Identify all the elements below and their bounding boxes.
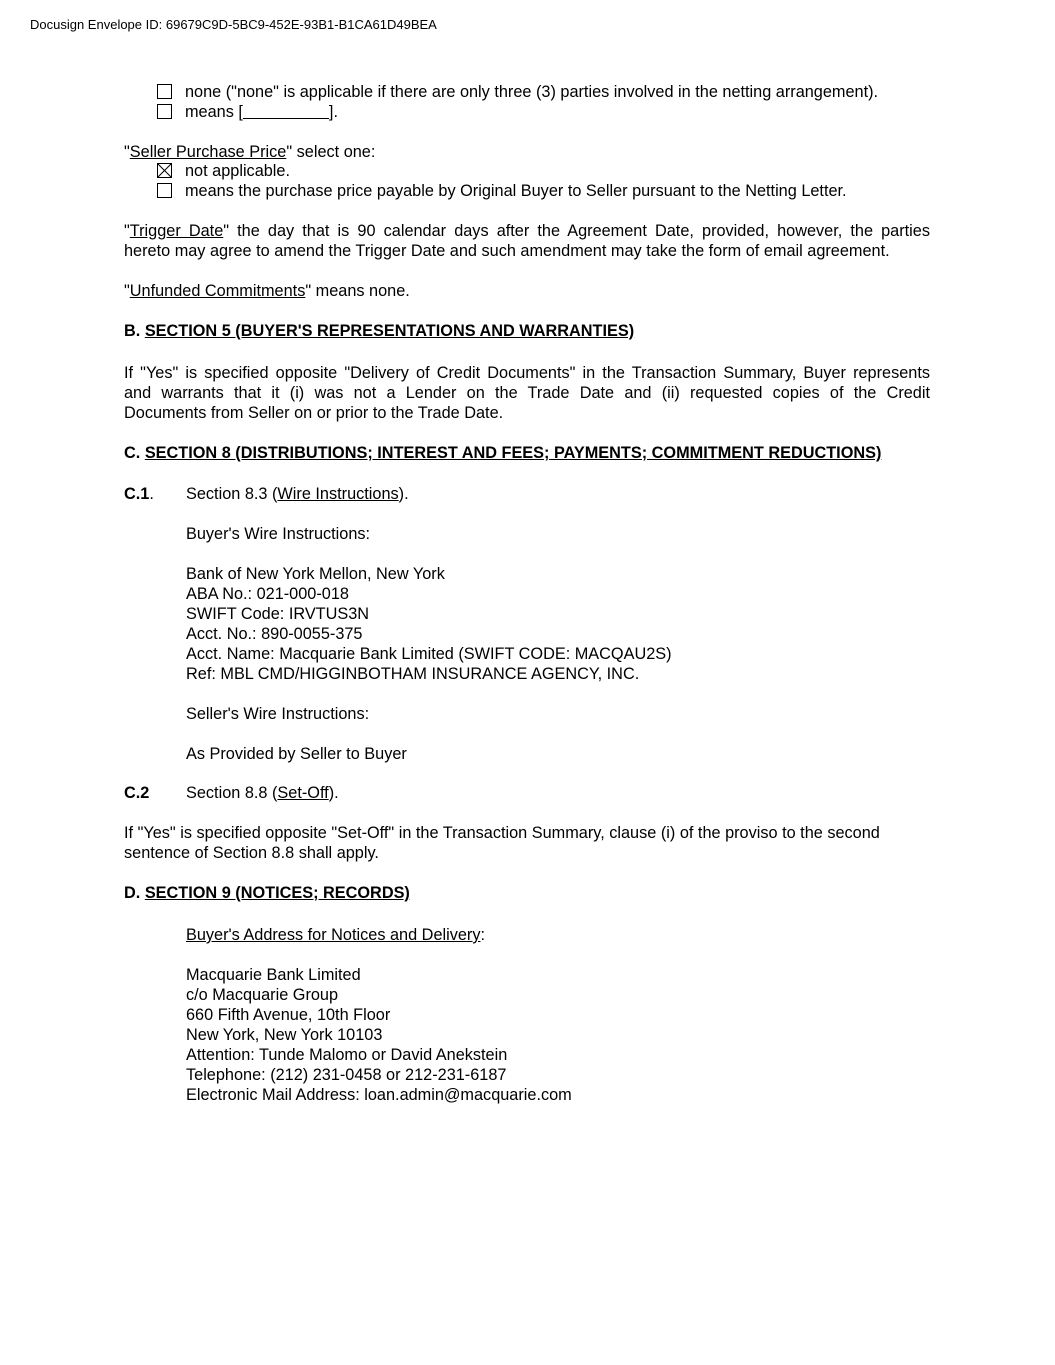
- c1-pre: Section 8.3 (: [186, 485, 278, 503]
- unfunded-commitments-rest: " means none.: [305, 282, 410, 300]
- wire-line: Bank of New York Mellon, New York: [186, 565, 445, 583]
- option-means-text: [185, 102, 338, 122]
- section-b-heading: [124, 321, 634, 341]
- c2-post: ).: [328, 784, 339, 802]
- address-line: Macquarie Bank Limited: [186, 966, 361, 984]
- seller-purchase-price-term: Seller Purchase Price: [129, 143, 287, 161]
- seller-purchase-price-rest: " select one:: [286, 143, 376, 161]
- checkbox-purchase-price-means[interactable]: [157, 183, 172, 198]
- trigger-date-line-2: hereto may agree to amend the Trigger Date and such amendment may take the form of email agreement.: [124, 242, 890, 260]
- section-b-line-1: If "Yes" is specified opposite "Delivery of Credit Documents" in the Transaction Summary, Buyer represents: [124, 364, 930, 382]
- address-line: Attention: Tunde Malomo or David Anekstein: [186, 1046, 508, 1064]
- trigger-date-paragraph: [124, 221, 930, 261]
- c1-number: [124, 484, 154, 504]
- means-suffix: ].: [328, 103, 338, 121]
- checkmark-x-icon: [158, 164, 171, 177]
- wire-line: Acct. No.: 890-0055-375: [186, 625, 363, 643]
- buyer-wire-label: Buyer's Wire Instructions:: [186, 525, 371, 543]
- section-b-title: SECTION 5 (BUYER'S REPRESENTATIONS AND WARRANTIES): [144, 322, 635, 340]
- section-b-line-3: Documents from Seller on or prior to the Trade Date.: [124, 404, 504, 422]
- buyer-address-colon: :: [480, 926, 486, 944]
- checkbox-not-applicable-checked[interactable]: [157, 163, 172, 178]
- quote: ": [124, 282, 130, 300]
- trigger-date-line-1: [124, 221, 930, 241]
- envelope-id: Docusign Envelope ID: 69679C9D-5BC9-452E-93B1-B1CA61D49BEA: [30, 17, 437, 32]
- c1-term: Wire Instructions: [277, 485, 399, 503]
- c1-text: [186, 484, 409, 504]
- section-d-heading: [124, 883, 410, 903]
- means-prefix: means [: [185, 103, 243, 121]
- trigger-date-term: Trigger Date: [129, 222, 224, 240]
- option-not-applicable-text: not applicable.: [185, 162, 291, 180]
- c2-term: Set-Off: [277, 784, 329, 802]
- seller-wire-label: Seller's Wire Instructions:: [186, 705, 370, 723]
- setoff-line-1: If "Yes" is specified opposite "Set-Off" in the Transaction Summary, clause (i) of the proviso to the second: [124, 824, 880, 842]
- address-line-email: Electronic Mail Address: loan.admin@macquarie.com: [186, 1086, 572, 1104]
- setoff-line-2: sentence of Section 8.8 shall apply.: [124, 844, 379, 862]
- wire-line: SWIFT Code: IRVTUS3N: [186, 605, 370, 623]
- address-line: New York, New York 10103: [186, 1026, 383, 1044]
- c1-label: C.1: [124, 485, 150, 503]
- option-none-text: none ("none" is applicable if there are only three (3) parties involved in the netting arrangement).: [185, 83, 879, 101]
- quote: ": [124, 222, 130, 240]
- seller-wire-value: As Provided by Seller to Buyer: [186, 745, 407, 763]
- section-c-title: SECTION 8 (DISTRIBUTIONS; INTEREST AND FEES; PAYMENTS; COMMITMENT REDUCTIONS): [144, 444, 882, 462]
- section-d-prefix: D.: [124, 884, 145, 902]
- trigger-date-line-1-rest: " the day that is 90 calendar days after the Agreement Date, provided, however, the parties: [223, 222, 930, 240]
- seller-purchase-price-line: [124, 142, 375, 162]
- buyer-address-label: [186, 925, 485, 945]
- wire-line: Ref: MBL CMD/HIGGINBOTHAM INSURANCE AGENCY, INC.: [186, 665, 640, 683]
- c2-number: C.2: [124, 784, 150, 802]
- quote: ": [124, 143, 130, 161]
- checkbox-means[interactable]: [157, 104, 172, 119]
- address-line: 660 Fifth Avenue, 10th Floor: [186, 1006, 391, 1024]
- wire-line: Acct. Name: Macquarie Bank Limited (SWIFT CODE: MACQAU2S): [186, 645, 672, 663]
- section-b-line-2: and warrants that it (i) was not a Lender on the Trade Date and (ii) requested copies of the Credit: [124, 384, 930, 402]
- c2-text: [186, 783, 339, 803]
- checkbox-none[interactable]: [157, 84, 172, 99]
- c1-post: ).: [398, 485, 409, 503]
- wire-line: ABA No.: 021-000-018: [186, 585, 349, 603]
- address-line: Telephone: (212) 231-0458 or 212-231-6187: [186, 1066, 507, 1084]
- section-b-prefix: B.: [124, 322, 145, 340]
- option-purchase-price-means-text: means the purchase price payable by Original Buyer to Seller pursuant to the Netting Letter.: [185, 182, 847, 200]
- address-line: c/o Macquarie Group: [186, 986, 339, 1004]
- section-c-prefix: C.: [124, 444, 145, 462]
- section-d-title: SECTION 9 (NOTICES; RECORDS): [144, 884, 410, 902]
- unfunded-commitments-line: [124, 281, 410, 301]
- c1-dot: .: [149, 485, 154, 503]
- buyer-address-term: Buyer's Address for Notices and Delivery: [186, 926, 481, 944]
- section-b-paragraph: [124, 363, 930, 423]
- unfunded-commitments-term: Unfunded Commitments: [129, 282, 306, 300]
- means-blank: [243, 104, 329, 119]
- c2-pre: Section 8.8 (: [186, 784, 278, 802]
- section-c-heading: [124, 443, 881, 463]
